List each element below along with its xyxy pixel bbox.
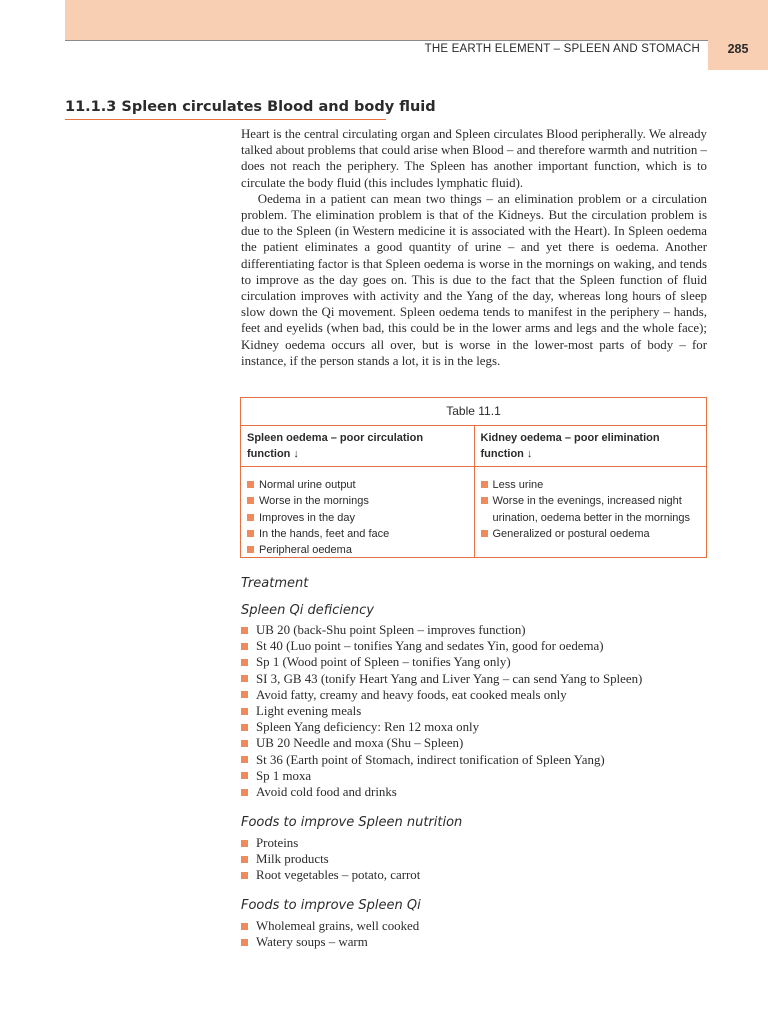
list-item: Root vegetables – potato, carrot [241,867,707,883]
square-bullet-icon [241,659,248,666]
list-item: Sp 1 (Wood point of Spleen – tonifies Yang only) [241,654,707,670]
list-item: Sp 1 moxa [241,768,707,784]
section-title: 11.1.3 Spleen circulates Blood and body fluid [65,99,436,115]
list-item: Worse in the mornings [247,493,468,509]
list-item: Peripheral oedema [247,542,468,558]
paragraph: Heart is the central circulating organ and Spleen circulates Blood peripherally. We already talked about problems that could arise when Blood – and therefore warmth and nutrition – does not reach the periphery. The Spleen has another important function, which is to circulate the body fluid (this includes lymphatic fluid). [241,127,707,190]
list-item: Improves in the day [247,510,468,526]
spleen-qi-foods-heading: Foods to improve Spleen Qi [241,898,421,913]
list-item: Spleen Yang deficiency: Ren 12 moxa only [241,719,707,735]
list-item: Normal urine output [247,477,468,493]
list-item: UB 20 (back-Shu point Spleen – improves function) [241,622,707,638]
kidney-oedema-list [474,467,707,558]
list-item: Proteins [241,835,707,851]
square-bullet-icon [241,691,248,698]
square-bullet-icon [481,530,488,537]
paragraph: Oedema in a patient can mean two things – an elimination problem or a circulation problem. The elimination problem is that of the Kidneys. But the circulation problem is due to the Spleen (in Western medicine it is associated with the Heart). In Spleen oedema the patient eliminates a good quantity of urine – and yet there is oedema. Another differentiating factor is that Spleen oedema is worse in the mornings on waking, and tends to improve as the day goes on. This is due to the fact that the Spleen function of fluid circulation improves with activity and the Yang of the day, whereas long hours of sleep slow down the Qi movement. Spleen oedema tends to manifest in the periphery – hands, feet and eyelids (when bad, this could be in the lower arms and legs and the whole face); Kidney oedema occurs all over, but is worse in the lower-most parts of body – for instance, if the person stands a lot, it is in the legs. [241,191,707,368]
header-band [65,0,708,40]
square-bullet-icon [241,939,248,946]
square-bullet-icon [247,481,254,488]
list-item: Milk products [241,851,707,867]
square-bullet-icon [241,643,248,650]
list-item: Less urine [481,477,701,493]
body-text [241,126,707,369]
list-item: In the hands, feet and face [247,526,468,542]
list-item: SI 3, GB 43 (tonify Heart Yang and Liver Yang – can send Yang to Spleen) [241,671,707,687]
square-bullet-icon [241,772,248,779]
list-item: Light evening meals [241,703,707,719]
list-item: Avoid fatty, creamy and heavy foods, eat cooked meals only [241,687,707,703]
section-title-underline [65,119,386,120]
square-bullet-icon [247,514,254,521]
table-header-spleen: Spleen oedema – poor circulation function ↓ [247,432,424,460]
square-bullet-icon [241,789,248,796]
spleen-nutrition-heading: Foods to improve Spleen nutrition [241,815,463,830]
table-caption: Table 11.1 [241,398,706,426]
square-bullet-icon [241,756,248,763]
table-header-row [241,426,706,467]
square-bullet-icon [241,923,248,930]
spleen-qi-foods-list [241,918,707,950]
page-tab [708,0,768,70]
square-bullet-icon [241,840,248,847]
table-header-kidney: Kidney oedema – poor elimination function ↓ [474,426,707,466]
list-item: Generalized or postural oedema [481,526,701,542]
list-item: St 36 (Earth point of Stomach, indirect tonification of Spleen Yang) [241,752,707,768]
page-number: 285 [727,42,749,56]
spleen-oedema-list [241,467,474,558]
list-item: St 40 (Luo point – tonifies Yang and sedates Yin, good for oedema) [241,638,707,654]
square-bullet-icon [241,872,248,879]
spleen-nutrition-list [241,835,707,884]
running-head: THE EARTH ELEMENT – SPLEEN AND STOMACH [424,43,700,55]
square-bullet-icon [247,497,254,504]
list-item: UB 20 Needle and moxa (Shu – Spleen) [241,735,707,751]
square-bullet-icon [481,481,488,488]
spleen-qi-deficiency-heading: Spleen Qi deficiency [241,603,374,618]
square-bullet-icon [241,856,248,863]
list-item: Worse in the evenings, increased night urination, oedema better in the mornings [481,493,701,526]
table-11-1 [240,397,707,558]
list-item: Avoid cold food and drinks [241,784,707,800]
list-item: Wholemeal grains, well cooked [241,918,707,934]
square-bullet-icon [241,708,248,715]
square-bullet-icon [247,546,254,553]
square-bullet-icon [241,627,248,634]
square-bullet-icon [241,740,248,747]
square-bullet-icon [481,497,488,504]
spleen-qi-deficiency-list [241,622,707,800]
list-item: Watery soups – warm [241,934,707,950]
square-bullet-icon [241,675,248,682]
square-bullet-icon [247,530,254,537]
table-body-row [241,467,706,558]
square-bullet-icon [241,724,248,731]
treatment-heading: Treatment [241,576,309,591]
